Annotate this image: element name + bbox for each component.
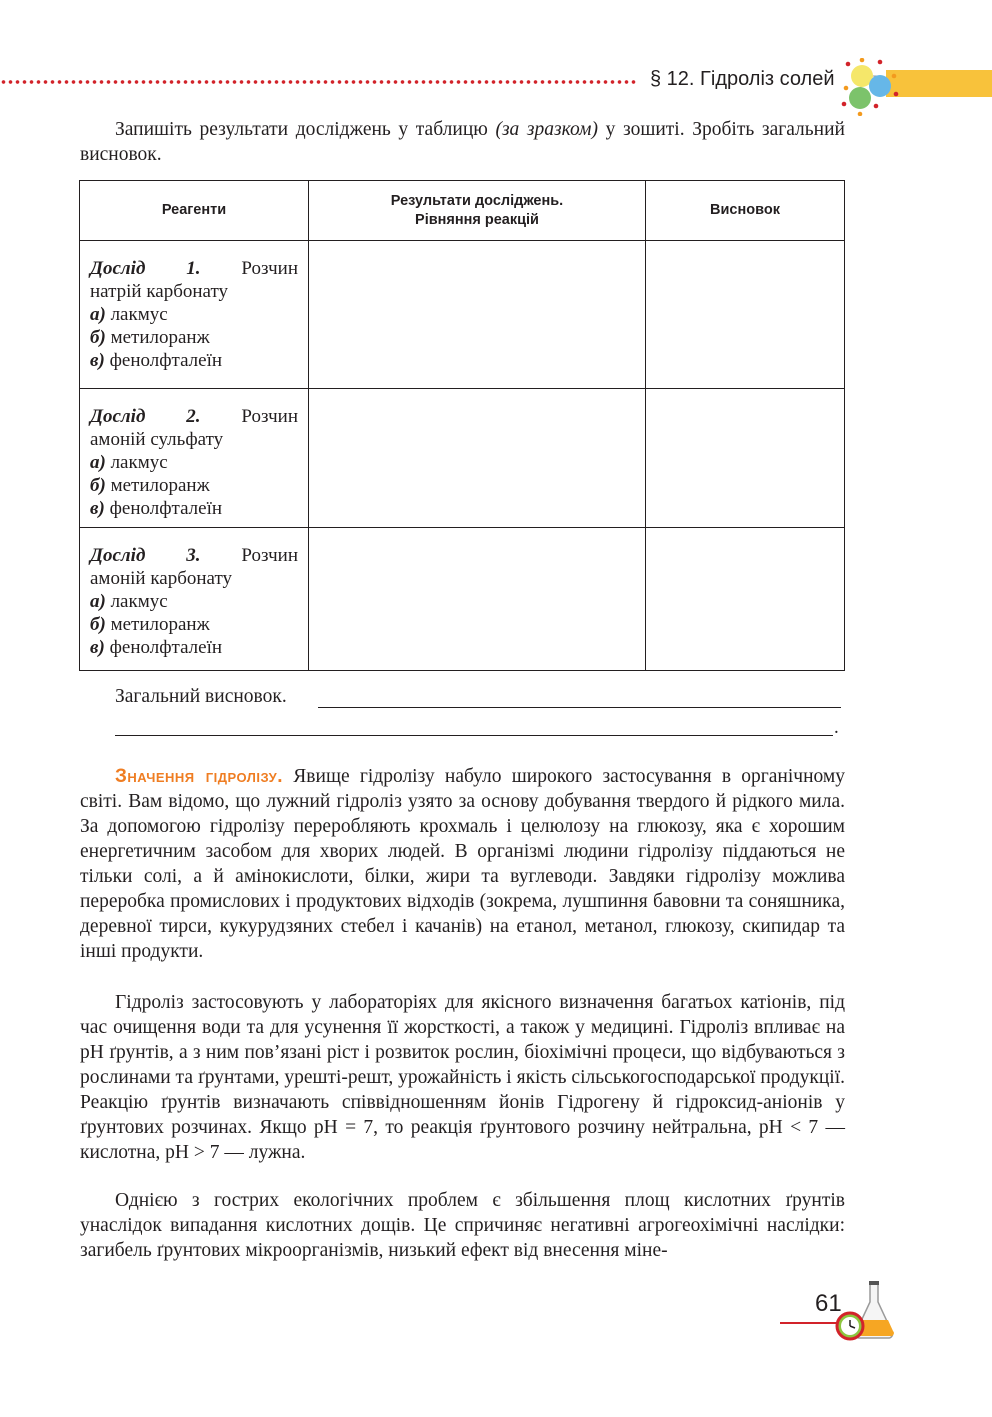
header-reagents: Реагенти — [80, 181, 309, 241]
salt-name: натрій карбонату — [90, 281, 229, 302]
option-item — [90, 613, 298, 636]
option-text: фенолфталеїн — [104, 350, 223, 371]
option-text: метилоранж — [105, 327, 210, 348]
solution-word: Розчин — [241, 545, 298, 566]
paragraph-text: Явище гідролізу набуло широкого застосування в органічному світі. Вам відомо, що лужний гідроліз узято за основу добування твердого й рідкого мила. За допомогою гідролізу переробляють крохмаль і целюлозу на глюкозу, яка є хорошим енергетичним засобом для хворих людей. В організмі людини гідролізу піддаються не тільки солі, а й амінокислоти, білки, жири та вуглеводи. Завдяки гідролізу можлива переробка промислових і продуктових відходів (зокрема, лушпиння бавовни та соняшника, деревної тирси, кукурудзяних стебел і качанів) на етанол, метанол, глюкозу, скипидар та інші продукти. — [80, 766, 845, 962]
option-letter: б) — [90, 327, 106, 348]
option-letter: а) — [90, 304, 106, 325]
option-letter: б) — [90, 475, 106, 496]
header-results-line1: Результати досліджень. — [390, 192, 564, 209]
experiment-label: Дослід 3. — [90, 545, 201, 566]
table-row — [80, 528, 845, 671]
experiment-label: Дослід 2. — [90, 406, 201, 427]
conclusion-blank-line-2 — [115, 735, 833, 736]
reagent-cell — [80, 528, 309, 671]
reagent-cell — [80, 241, 309, 389]
results-table — [79, 180, 845, 671]
results-cell — [309, 241, 646, 389]
option-letter: а) — [90, 452, 106, 473]
section-paragraph-3: Однією з гострих екологічних проблем є збільшення площ кислотних ґрунтів унаслідок випадання кислотних дощів. Це спричиняє негативні агрогеохімічні наслідки: загибель ґрунтових мікроорганізмів, низький ефект від внесення міне- — [80, 1190, 845, 1261]
reagent-cell — [80, 389, 309, 528]
experiment-line — [90, 257, 298, 280]
header-conclusion: Висновок — [646, 181, 845, 241]
option-item — [90, 474, 298, 497]
section-paragraph-2: Гідроліз застосовують у лабораторіях для якісного визначення багатьох катіонів, під час очищення води та для усунення її жорсткості, а також у медицині. Гідроліз впливає на pH ґрунтів, а з ним пов’язані ріст і розвиток рослин, біохімічні процеси, що відбуваються з рослинами та ґрунтами, урешті-решт, урожайність і якість сільськогосподарської продукції. Реакцію ґрунтів визначають співвідношенням йонів Гідрогену й гідроксид-аніонів у ґрунтових розчинах. Якщо pH = 7, то реакція ґрунтового розчину нейтральна, pH < 7 — кислотна, pH > 7 — лужна. — [80, 992, 845, 1163]
option-item — [90, 303, 298, 326]
experiment-line — [90, 405, 298, 428]
conclusion-blank-line — [318, 707, 841, 708]
option-letter: в) — [90, 498, 105, 519]
table-row — [80, 241, 845, 389]
option-text: фенолфталеїн — [104, 637, 223, 658]
table-row — [80, 389, 845, 528]
option-letter: б) — [90, 614, 106, 635]
header-color-bar — [886, 70, 992, 97]
conclusion-cell — [646, 389, 845, 528]
option-text: лакмус — [105, 452, 168, 473]
section-paragraph-1 — [80, 764, 845, 964]
conclusion-end-mark: . — [834, 717, 839, 738]
table-header-row — [80, 181, 845, 241]
option-item — [90, 590, 298, 613]
option-text: метилоранж — [105, 475, 210, 496]
experiment-label: Дослід 1. — [90, 258, 201, 279]
section-title: § 12. Гідроліз солей — [650, 68, 835, 90]
option-letter: а) — [90, 591, 106, 612]
solution-word: Розчин — [241, 406, 298, 427]
results-cell — [309, 528, 646, 671]
molecule-icon — [840, 58, 900, 116]
salt-name: амоній карбонату — [90, 568, 233, 589]
experiment-line — [90, 544, 298, 567]
salt-name: амоній сульфату — [90, 429, 224, 450]
option-item — [90, 497, 298, 520]
option-text: лакмус — [105, 304, 168, 325]
intro-text: Запишіть результати досліджень у таблицю — [115, 119, 496, 140]
intro-text-end: у зошиті. Зробіть загальний висновок. — [80, 119, 845, 165]
option-item — [90, 636, 298, 659]
results-cell — [309, 389, 646, 528]
section-heading: Значення гідролізу. — [115, 766, 284, 787]
header-dotted-line — [0, 80, 636, 84]
option-text: метилоранж — [105, 614, 210, 635]
flask-clock-icon — [830, 1280, 900, 1342]
page-number: 61 — [815, 1290, 842, 1317]
option-text: фенолфталеїн — [104, 498, 223, 519]
option-letter: в) — [90, 637, 105, 658]
conclusion-cell — [646, 528, 845, 671]
option-letter: в) — [90, 350, 105, 371]
conclusion-cell — [646, 241, 845, 389]
header-results — [309, 181, 646, 241]
option-item — [90, 349, 298, 372]
conclusion-label: Загальний висновок. — [115, 686, 287, 707]
intro-paragraph — [80, 117, 845, 167]
intro-italic-text: (за зразком) — [495, 119, 598, 140]
header-results-line2: Рівняння реакцій — [415, 211, 539, 228]
solution-word: Розчин — [241, 258, 298, 279]
option-item — [90, 326, 298, 349]
option-item — [90, 451, 298, 474]
option-text: лакмус — [105, 591, 168, 612]
